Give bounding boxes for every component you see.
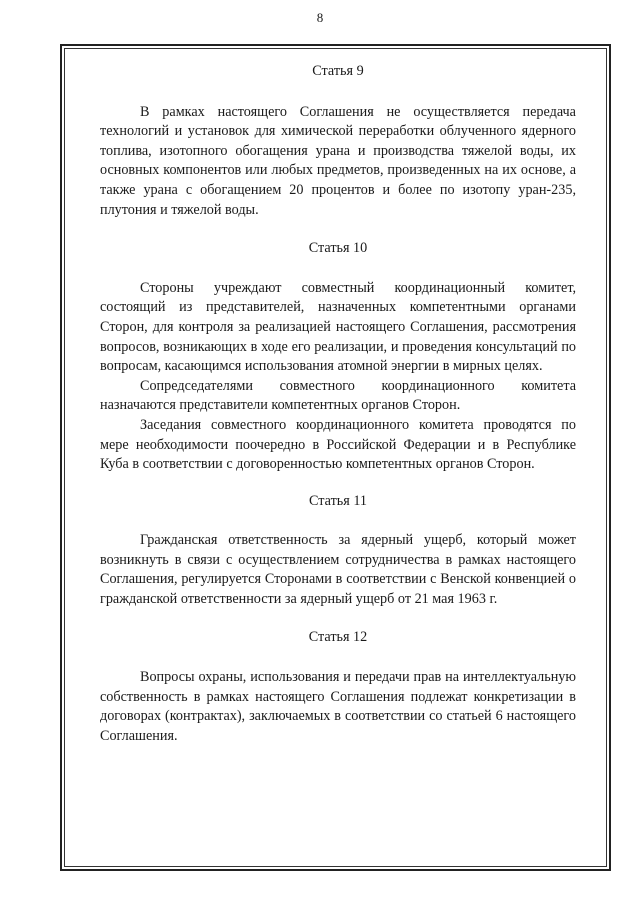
article-10-paragraph-1: Стороны учреждают совместный координационный комитет, состоящий из представителей, назначенных компетентными органами Сторон, для контроля за реализацией настоящего Соглашения, рассмотрения вопросов, возникающих в ходе его реализации, и проведения консультаций по вопросам, касающимся использования атомной энергии в мирных целях. — [100, 279, 576, 375]
article-12-heading: Статья 12 — [308, 628, 368, 645]
article-11-heading: Статья 11 — [309, 492, 367, 509]
article-11-paragraph: Гражданская ответственность за ядерный ущерб, который может возникнуть в связи с осуществлением сотрудничества в рамках настоящего Соглашения, регулируется Сторонами в соответствии с Венской конвенцией о гражданской ответственности за ядерный ущерб от 21 мая 1963 г. — [100, 532, 576, 608]
article-10-heading: Статья 10 — [308, 240, 368, 257]
article-9-paragraph: В рамках настоящего Соглашения не осуществляется передача технологий и установок для химической переработки облученного ядерного топлива, изотопного обогащения урана и производства тяжелой воды, их основных компонентов или любых предметов, произведенных на их основе, а также урана с обогащением 20 процентов и более по изотопу уран-235, плутония и тяжелой воды. — [100, 103, 576, 218]
article-9-heading: Статья 9 — [312, 63, 364, 79]
article-10-paragraph-2: Сопредседателями совместного координационного комитета назначаются представители компетентных органов Сторон. — [100, 377, 576, 414]
article-10-paragraph-3: Заседания совместного координационного комитета проводятся по мере необходимости поочередно в Российской Федерации и в Республике Куба в соответствии с договоренностью компетентных органов Сторон. — [100, 416, 576, 473]
page-number: 8 — [316, 10, 324, 25]
article-12-paragraph: Вопросы охраны, использования и передачи прав на интеллектуальную собственность в рамках настоящего Соглашения подлежат конкретизации в договорах (контрактах), заключаемых в соответствии со статьей 6 настоящего Соглашения. — [100, 669, 576, 745]
document-body — [100, 56, 576, 747]
